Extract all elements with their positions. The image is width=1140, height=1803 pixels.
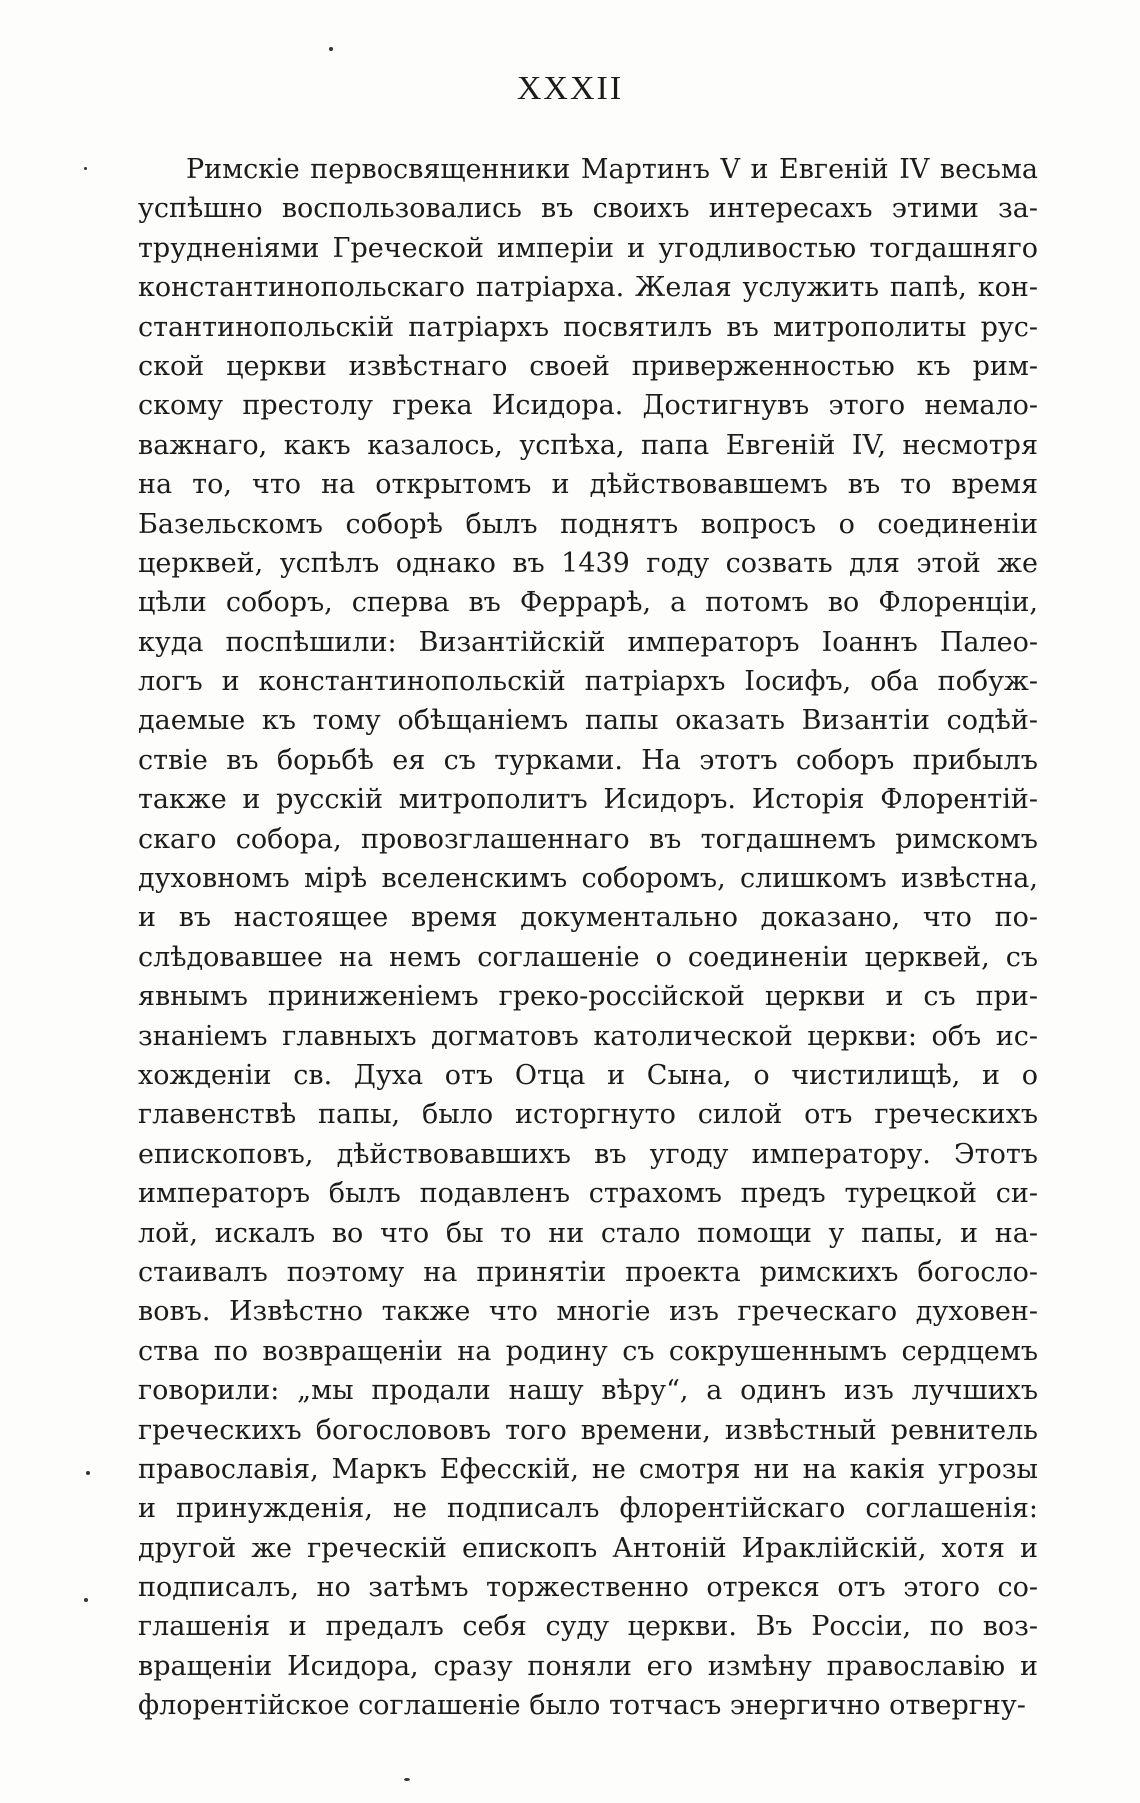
text-line: лой, искалъ во что бы то ни стало помощи у папы, и на- (138, 1217, 1038, 1249)
text-line: Базельскомъ соборѣ былъ поднятъ вопросъ о соединеніи (138, 508, 1038, 540)
ink-speck (329, 47, 333, 51)
text-line: цѣли соборъ, сперва въ Феррарѣ, а потомъ во Флоренціи, (138, 587, 1038, 619)
text-line: на то, что на открытомъ и дѣйствовавшемъ въ то время (138, 469, 1038, 501)
text-line: флорентійское соглашеніе было тотчасъ энергично отвергну- (138, 1690, 1026, 1722)
text-line: главенствѣ папы, было исторгнуто силой отъ греческихъ (138, 1099, 1038, 1131)
text-line: духовномъ мірѣ вселенскимъ соборомъ, слишкомъ извѣстна, (138, 863, 1038, 895)
text-line: стантинопольскій патріархъ посвятилъ въ митрополиты рус- (138, 311, 1038, 343)
ink-speck (84, 167, 87, 170)
text-line: стаивалъ поэтому на принятіи проекта римскихъ богосло- (138, 1256, 1038, 1288)
text-line: также и русскій митрополитъ Исидоръ. Исторія Флорентій- (138, 784, 1038, 816)
text-line: говорили: „мы продали нашу вѣру“, а одинъ изъ лучшихъ (138, 1375, 1038, 1407)
ink-speck (404, 1778, 410, 1781)
text-line: успѣшно воспользовались въ своихъ интересахъ этими за- (138, 193, 1038, 225)
text-line: греческихъ богослововъ того времени, извѣстный ревнитель (138, 1414, 1038, 1446)
text-line: знаніемъ главныхъ догматовъ католической церкви: объ ис- (138, 1020, 1038, 1052)
text-line: и въ настоящее время документально доказано, что по- (138, 902, 1038, 934)
body-text (138, 150, 1038, 1726)
text-line: куда поспѣшили: Византійскій императоръ Іоаннъ Палео- (138, 626, 1038, 658)
text-line: ства по возвращеніи на родину съ сокрушеннымъ сердцемъ (138, 1335, 1038, 1367)
text-line: слѣдовавшее на немъ соглашеніе о соединеніи церквей, съ (138, 941, 1038, 973)
text-line: даемые къ тому обѣщаніемъ папы оказать Византіи содѣй- (138, 705, 1038, 737)
text-line: Римскіе первосвященники Мартинъ V и Евгеній IV весьма (186, 154, 1038, 185)
text-line: логъ и константинопольскій патріархъ Іосифъ, оба побуж- (138, 666, 1038, 698)
text-line: хожденіи св. Духа отъ Отца и Сына, о чистилищѣ, и о (138, 1059, 1038, 1091)
text-line: вовъ. Извѣстно также что многіе изъ греческаго духовен- (138, 1296, 1038, 1328)
ink-speck (86, 1471, 90, 1475)
text-line: подписалъ, но затѣмъ торжественно отрекся отъ этого со- (138, 1572, 1038, 1604)
page-number: XXXII (516, 70, 624, 107)
ink-speck (84, 1598, 88, 1602)
text-line: епископовъ, дѣйствовавшихъ въ угоду императору. Этотъ (138, 1138, 1038, 1170)
text-line: скаго собора, провозглашеннаго въ тогдашнемъ римскомъ (138, 823, 1038, 855)
text-line: скому престолу грека Исидора. Достигнувъ этого немало- (138, 390, 1038, 422)
text-line: церквей, успѣлъ однако въ 1439 году созвать для этой же (138, 547, 1038, 579)
text-line: явнымъ приниженіемъ греко-россійской церкви и съ при- (138, 981, 1038, 1013)
text-line: вращеніи Исидора, сразу поняли его измѣну православію и (138, 1650, 1038, 1682)
text-line: и принужденія, не подписалъ флорентійскаго соглашенія: (138, 1493, 1038, 1525)
text-line: императоръ былъ подавленъ страхомъ предъ турецкой си- (138, 1178, 1038, 1210)
text-line: ствіе въ борьбѣ ея съ турками. На этотъ соборъ прибылъ (138, 744, 1038, 776)
text-line: трудненіями Греческой имперіи и угодливостью тогдашняго (138, 232, 1038, 264)
text-line: константинопольскаго патріарха. Желая услужить папѣ, кон- (138, 272, 1038, 304)
text-line: ской церкви извѣстнаго своей приверженностью къ рим- (138, 350, 1038, 382)
text-line: глашенія и предалъ себя суду церкви. Въ Россіи, по воз- (138, 1611, 1038, 1643)
text-line: православія, Маркъ Ефесскій, не смотря ни на какія угрозы (138, 1453, 1038, 1485)
text-line: другой же греческій епископъ Антоній Ираклійскій, хотя и (138, 1532, 1038, 1564)
text-line: важнаго, какъ казалось, успѣха, папа Евгеній IV, несмотря (138, 429, 1038, 461)
